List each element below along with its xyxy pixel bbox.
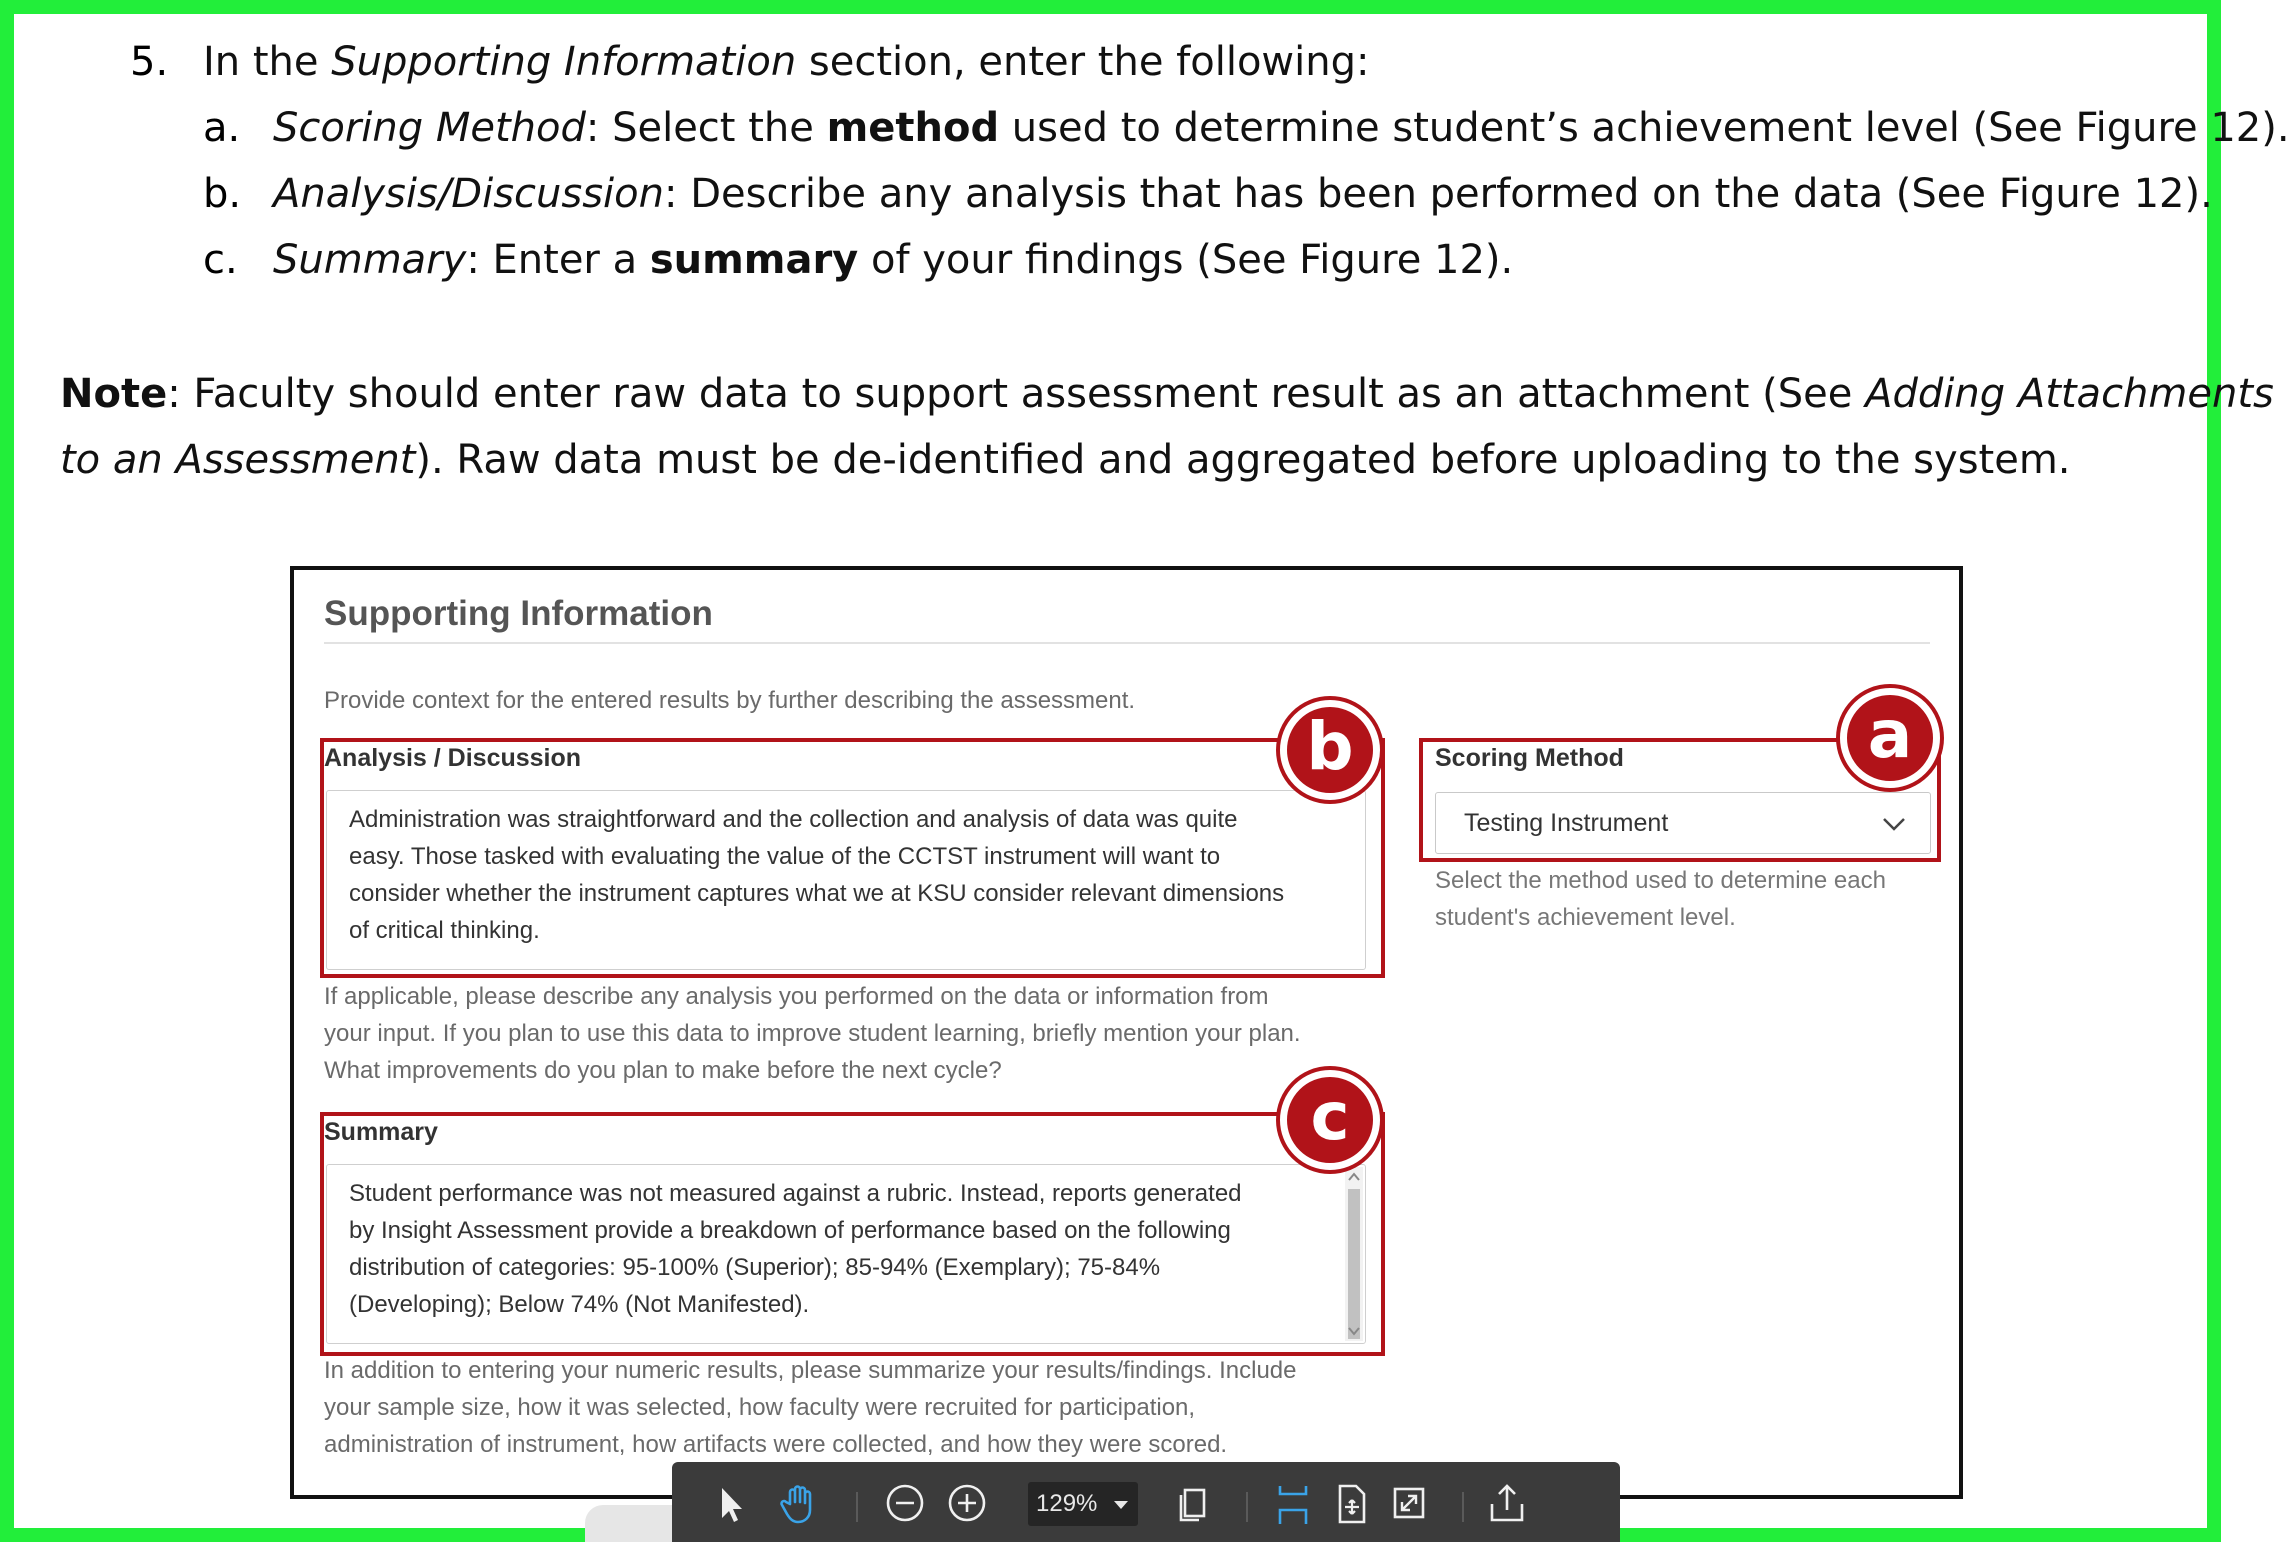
summary-help-line: your sample size, how it was selected, how faculty were recruited for participation, — [324, 1394, 1196, 1421]
page-tab — [585, 1505, 685, 1542]
figure-screenshot — [290, 566, 1963, 1499]
callout-b: b — [1280, 700, 1380, 800]
summary-help-line: In addition to entering your numeric results, please summarize your results/findings. Include — [324, 1357, 1297, 1384]
toolbar-separator — [856, 1492, 858, 1522]
analysis-line: of critical thinking. — [349, 917, 540, 944]
item-b-text: Analysis/Discussion: Describe any analysis that has been performed on the data (See Figure 12). — [273, 171, 2213, 217]
analysis-help-line: your input. If you plan to use this data to improve student learning, briefly mention your plan. — [324, 1020, 1301, 1047]
scoring-method-label: Scoring Method — [1435, 744, 1624, 772]
item-a-letter: a. — [203, 105, 241, 151]
analysis-help — [324, 978, 1301, 1089]
section-intro: Provide context for the entered results by further describing the assessment. — [324, 687, 1136, 714]
note-line-2: to an Assessment). Raw data must be de-identified and aggregated before uploading to the system. — [60, 437, 2071, 483]
toolbar-separator — [1246, 1492, 1248, 1522]
full-screen-icon[interactable] — [1386, 1480, 1432, 1526]
share-upload-icon[interactable] — [1484, 1480, 1530, 1526]
summary-help — [324, 1352, 1296, 1463]
item-c-text: Summary: Enter a summary of your findings (See Figure 12). — [273, 237, 1514, 283]
step-5-text: In the Supporting Information section, enter the following: — [203, 39, 1370, 85]
hand-tool-icon[interactable] — [776, 1480, 822, 1526]
callout-c: c — [1280, 1070, 1380, 1170]
analysis-help-line: What improvements do you plan to make before the next cycle? — [324, 1057, 1002, 1084]
page-view-icon[interactable] — [1170, 1480, 1216, 1526]
select-tool-icon[interactable] — [708, 1480, 754, 1526]
step-number: 5. — [130, 39, 169, 85]
analysis-line: easy. Those tasked with evaluating the value of the CCTST instrument will want to — [349, 843, 1221, 870]
annotation-box-c — [320, 1112, 1385, 1356]
item-a-text: Scoring Method: Select the method used to determine student’s achievement level (See Figure 12). — [273, 105, 2290, 151]
fit-width-icon[interactable] — [1270, 1480, 1316, 1526]
zoom-out-icon[interactable] — [882, 1480, 928, 1526]
analysis-line: Administration was straightforward and the collection and analysis of data was quite — [349, 806, 1238, 833]
callout-a: a — [1840, 688, 1940, 788]
scoring-method-help — [1435, 862, 1886, 936]
analysis-help-line: If applicable, please describe any analysis you performed on the data or information from — [324, 983, 1269, 1010]
summary-help-line: administration of instrument, how artifacts were collected, and how they were scored. — [324, 1431, 1228, 1458]
toolbar-separator — [1462, 1492, 1464, 1522]
annotation-box-b — [320, 738, 1385, 978]
analysis-label: Analysis / Discussion — [324, 744, 582, 772]
scoring-method-value: Testing Instrument — [1464, 809, 1669, 837]
item-c-letter: c. — [203, 237, 238, 283]
zoom-level-dropdown[interactable] — [1028, 1482, 1138, 1526]
item-b-letter: b. — [203, 171, 242, 217]
scoring-help-line: student's achievement level. — [1435, 904, 1736, 931]
summary-line: Student performance was not measured against a rubric. Instead, reports generated — [349, 1180, 1242, 1207]
summary-line: (Developing); Below 74% (Not Manifested). — [349, 1291, 810, 1318]
summary-label: Summary — [324, 1118, 438, 1146]
pdf-toolbar — [672, 1462, 1620, 1542]
caret-down-icon — [1114, 1501, 1128, 1509]
divider — [324, 642, 1930, 644]
note-line-1: Note: Faculty should enter raw data to support assessment result as an attachment (See Adding Attachments — [60, 371, 2274, 417]
analysis-line: consider whether the instrument captures what we at KSU consider relevant dimensions — [349, 880, 1285, 907]
scoring-help-line: Select the method used to determine each — [1435, 867, 1886, 894]
zoom-in-icon[interactable] — [944, 1480, 990, 1526]
zoom-level: 129% — [1036, 1490, 1098, 1517]
summary-line: by Insight Assessment provide a breakdown of performance based on the following — [349, 1217, 1231, 1244]
summary-line: distribution of categories: 95-100% (Superior); 85-94% (Exemplary); 75-84% — [349, 1254, 1161, 1281]
section-title: Supporting Information — [324, 594, 713, 633]
fit-page-icon[interactable] — [1328, 1480, 1374, 1526]
